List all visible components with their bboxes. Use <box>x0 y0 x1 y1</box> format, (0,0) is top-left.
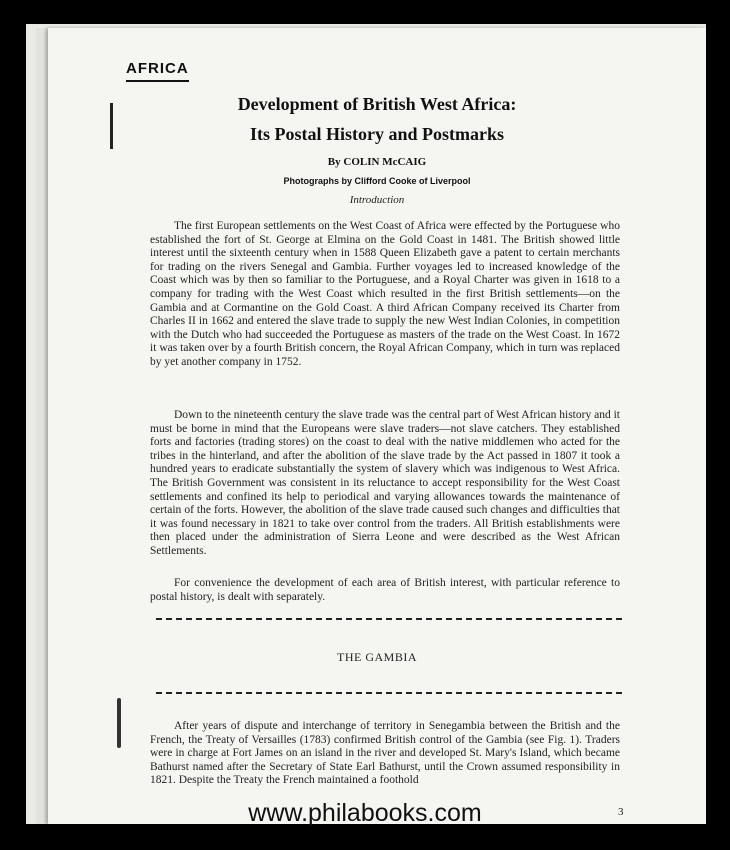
section-heading: THE GAMBIA <box>337 650 417 664</box>
dashed-divider-bottom <box>156 692 622 694</box>
photo-frame <box>26 24 706 824</box>
paragraph-2: Down to the nineteenth century the slave trade was the central part of West African history and it must be borne in mind that the Europeans were slave traders—not slave catchers. They established forts and factories (trading stores) on the coast to deal with the native middlemen who acted for the tribes in the hinterland, and after the abolition of the slave trade by the Act passed in 1807 it took a hundred years to eradicate substantially the system of slavery which was indigenous to West Africa. The British Government was consistent in its reluctance to accept responsibility for the West Coast settlements and confined its help to periodical and varying allowances towards the maintenance of certain of the forts. However, the abolition of the slave trade caused such changes and difficulties that it was found necessary in 1821 to take over control from the traders. All British establishments were then placed under the administration of Sierra Leone and were described as the West African Settlements. <box>150 409 620 557</box>
paragraph-1: The first European settlements on the West Coast of Africa were effected by the Portuguese who established the fort of St. George at Elmina on the Gold Coast in 1481. The British showed little interest until the sixteenth century when in 1588 Queen Elizabeth gave a patent to certain merchants for trading on the rivers Senegal and Gambia. Further voyages led to increased knowledge of the Coast which was by then so familiar to the Portuguese, and a Royal Charter was given in 1618 to a company for trading with the West Coast which resulted in the first British settlements—on the Gambia and at Cormantine on the Gold Coast. A third African Company received its Charter from Charles II in 1662 and entered the slave trade to supply the new West Indian Colonies, in competition with the Dutch who had succeeded the Portuguese as masters of the trade on the West Coast. In 1672 it was taken over by a fourth British concern, the Royal African Company, which in turn was replaced by yet another company in 1752. <box>150 220 620 368</box>
page-number: 3 <box>618 806 624 818</box>
dashed-divider-top <box>156 618 622 620</box>
title-line-1: Development of British West Africa: <box>237 94 517 114</box>
paragraph-3: For convenience the development of each area of British interest, with particular reference to postal history, is dealt with separately. <box>150 577 620 603</box>
photo-credit: Photographs by Clifford Cooke of Liverpool <box>283 176 471 186</box>
section-tag: AFRICA <box>126 60 189 82</box>
document-page <box>48 28 706 824</box>
staple <box>117 698 121 748</box>
paragraph-4: After years of dispute and interchange of territory in Senegambia between the British and the French, the Treaty of Versailles (1783) confirmed British control of the Gambia (see Fig. 1). Traders were in charge at Fort James on an island in the river and developed St. Mary's Island, which became Bathurst named after the Secretary of State Earl Bathurst, until the Crown assumed responsibility in 1821. Despite the Treaty the French maintained a foothold <box>150 720 620 787</box>
watermark: www.philabooks.com <box>248 799 482 827</box>
byline: By COLIN McCAIG <box>327 156 427 168</box>
title-line-2: Its Postal History and Postmarks <box>249 124 504 144</box>
intro-heading: Introduction <box>349 194 405 206</box>
